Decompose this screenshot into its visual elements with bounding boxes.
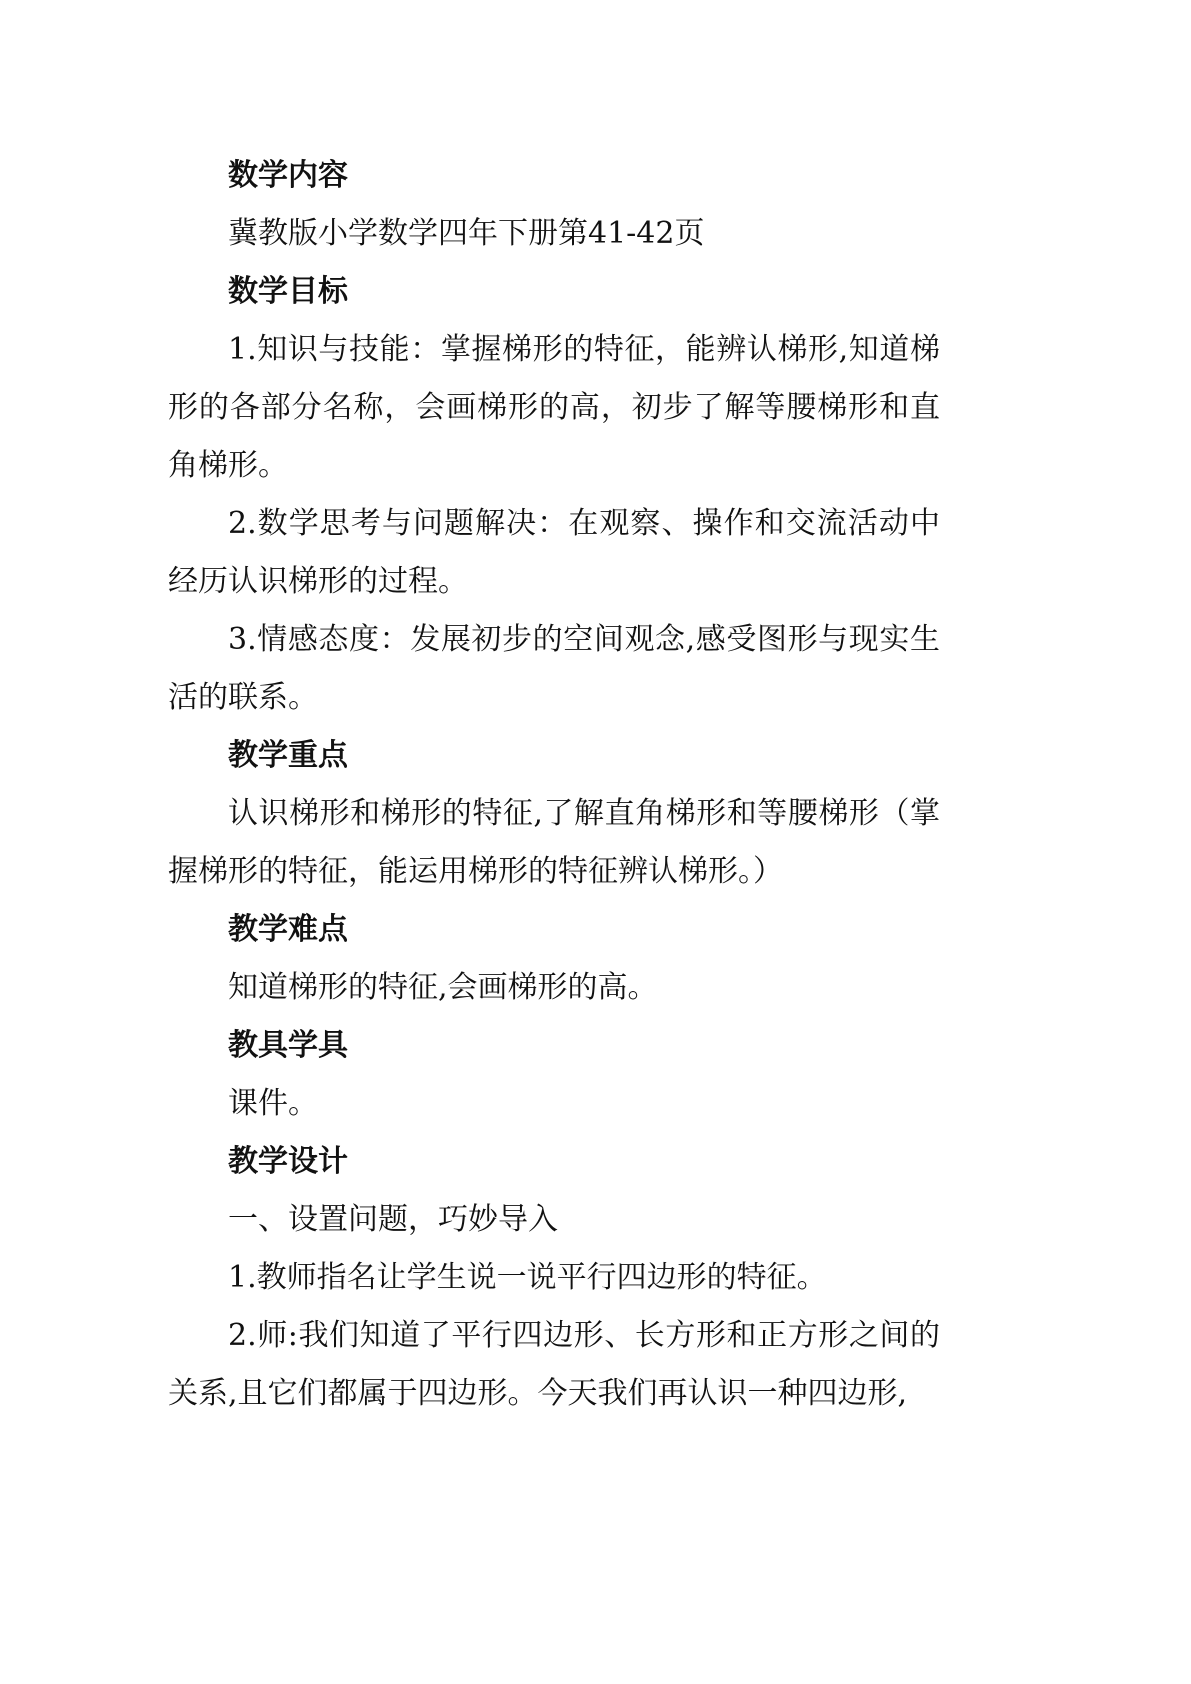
paragraph <box>168 1075 940 1133</box>
paragraph-line: 3.情感态度：发展初步的空间观念,感受图形与现实生 <box>228 622 940 657</box>
paragraph-line: 活的联系。 <box>168 680 318 715</box>
paragraph-line: 角梯形。 <box>168 448 288 483</box>
paragraph <box>168 1307 940 1423</box>
paragraph-line: 1.知识与技能：掌握梯形的特征，能辨认梯形,知道梯 <box>228 332 940 367</box>
paragraph <box>168 495 940 611</box>
paragraph <box>168 321 940 495</box>
paragraph <box>168 785 940 901</box>
section-heading: 数学内容 <box>228 158 348 193</box>
section-key-points <box>168 727 940 901</box>
paragraph-line: 冀教版小学数学四年下册第41-42页 <box>228 216 705 251</box>
section-heading: 教学设计 <box>228 1144 348 1179</box>
paragraph-line: 一、设置问题，巧妙导入 <box>228 1202 558 1237</box>
paragraph <box>168 611 940 727</box>
section-heading: 教学重点 <box>228 738 348 773</box>
section-heading: 教具学具 <box>228 1028 348 1063</box>
section-heading: 教学难点 <box>228 912 348 947</box>
section-teaching-content <box>168 147 940 263</box>
section-difficult-points <box>168 901 940 1017</box>
paragraph-line: 课件。 <box>228 1086 318 1121</box>
paragraph-line: 握梯形的特征，能运用梯形的特征辨认梯形。） <box>168 854 783 889</box>
paragraph <box>168 205 940 263</box>
document-body <box>168 147 940 1423</box>
paragraph-line: 关系,且它们都属于四边形。今天我们再认识一种四边形, <box>168 1376 908 1411</box>
paragraph-line: 2.师:我们知道了平行四边形、长方形和正方形之间的 <box>228 1318 940 1353</box>
section-heading: 数学目标 <box>228 274 348 309</box>
paragraph-line: 2.数学思考与问题解决：在观察、操作和交流活动中 <box>228 506 940 541</box>
section-teaching-design <box>168 1133 940 1423</box>
paragraph-line: 知道梯形的特征,会画梯形的高。 <box>228 970 658 1005</box>
paragraph-line: 经历认识梯形的过程。 <box>168 564 468 599</box>
paragraph-line: 形的各部分名称，会画梯形的高，初步了解等腰梯形和直 <box>168 390 940 425</box>
section-teaching-goals <box>168 263 940 727</box>
section-teaching-aids <box>168 1017 940 1133</box>
paragraph <box>168 1191 940 1249</box>
paragraph-line: 认识梯形和梯形的特征,了解直角梯形和等腰梯形（掌 <box>228 796 940 831</box>
paragraph <box>168 959 940 1017</box>
paragraph <box>168 1249 940 1307</box>
paragraph-line: 1.教师指名让学生说一说平行四边形的特征。 <box>228 1260 827 1295</box>
